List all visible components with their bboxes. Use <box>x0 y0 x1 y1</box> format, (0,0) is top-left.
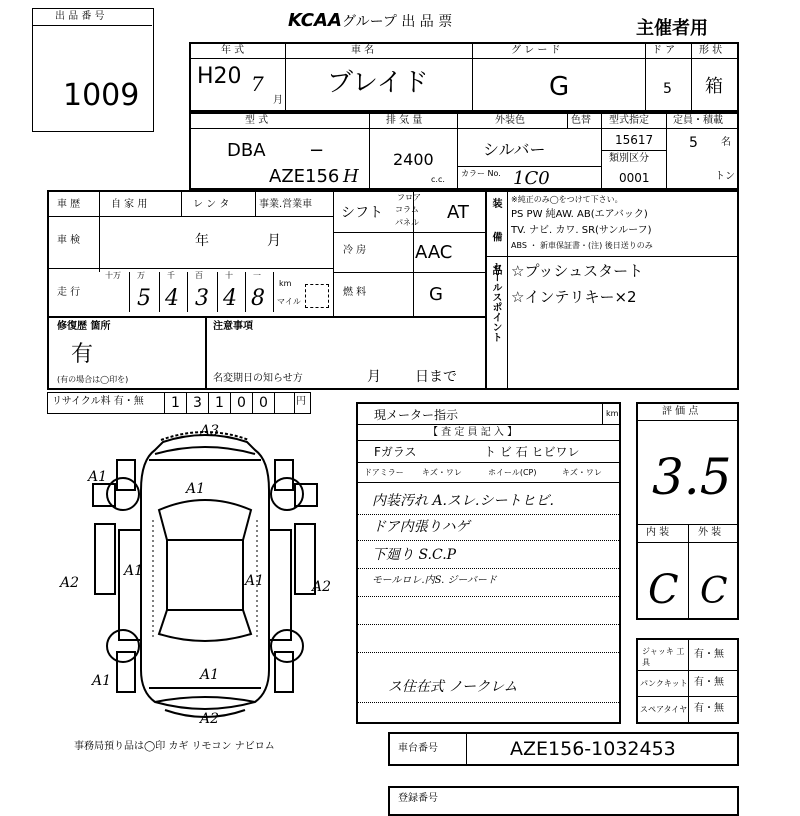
row2-box <box>189 112 739 190</box>
shift-column: コラム <box>395 205 419 214</box>
mileage-digit: 3 <box>195 286 209 311</box>
displacement-label: 排 気 量 <box>386 115 423 126</box>
recycle-digit: 0 <box>237 395 246 411</box>
jack-option: 有・無 <box>694 649 724 660</box>
inspection-month: 月 <box>267 233 281 249</box>
equipment-note: ※純正のみ◯をつけて下さい。 <box>511 195 623 204</box>
digit-header: 一 <box>253 271 261 280</box>
history-business: 事業.営業車 <box>259 199 313 210</box>
sale-point-item: ☆インテリキー×2 <box>511 288 637 306</box>
caution-label: 注意事項 <box>213 321 253 332</box>
history-label: 車 歴 <box>57 199 81 210</box>
recycle-label: リサイクル料 有・無 <box>52 396 144 407</box>
lot-number-label: 出 品 番 号 <box>55 11 105 22</box>
organizer-label: 主催者用 <box>636 18 708 39</box>
model-label: 型 式 <box>245 115 269 126</box>
score-label: 評 価 点 <box>662 406 699 417</box>
rename-month: 月 <box>367 369 381 385</box>
damage-mark: A1 <box>245 573 265 589</box>
spare-option: 有・無 <box>694 703 724 714</box>
damage-mark: A1 <box>88 469 108 485</box>
registration-box <box>388 786 739 816</box>
damage-mark: A2 <box>200 711 220 727</box>
rename-label: 名変期日の知らせ方 <box>213 373 303 384</box>
car-name: ブレイド <box>327 68 429 98</box>
model-prefix: DBA <box>227 140 266 161</box>
inspector-box <box>356 402 621 724</box>
doors-label: ド ア <box>652 45 676 56</box>
displacement: 2400 <box>393 150 434 169</box>
recycle-digit: 1 <box>171 395 180 411</box>
details-box <box>47 190 739 390</box>
fglass-options: ト ビ 石 ヒビワレ <box>484 445 580 459</box>
brand-logo: KCAA <box>288 10 342 31</box>
color-name: シルバー <box>483 140 546 159</box>
inspector-note: ス住在式 ノークレム <box>388 679 518 695</box>
model-dash: − <box>309 140 325 161</box>
damage-mark: A2 <box>60 575 80 591</box>
wheel-options: キズ・ワレ <box>562 468 602 477</box>
repair-note: (有の場合は◯印を) <box>57 375 129 384</box>
registration-label: 登録番号 <box>398 793 438 804</box>
capacity-label: 定員・積載 <box>673 115 723 126</box>
model-code: AZE156 <box>269 166 340 187</box>
class-label: 類別区分 <box>609 153 649 164</box>
score-value: 3.5 <box>652 448 732 506</box>
lot-number: 1009 <box>63 78 140 113</box>
mirror-label: ドアミラー <box>364 468 404 477</box>
recycle-digit: 1 <box>215 395 224 411</box>
km-unit: km <box>279 279 292 288</box>
ton-unit: トン <box>715 171 735 182</box>
model-suffix: H <box>343 166 359 187</box>
office-items: 事務局預り品は◯印 カギ リモコン ナビロム <box>74 741 275 752</box>
type-spec-label: 型式指定 <box>609 115 649 126</box>
car-name-label: 車 名 <box>351 45 375 56</box>
chassis-box <box>388 732 739 766</box>
mileage-digits <box>101 270 333 316</box>
mile-unit: マイル <box>277 297 301 306</box>
color-change-label: 色替 <box>571 115 591 126</box>
capacity-unit: 名 <box>721 137 731 148</box>
lot-number-box <box>32 8 154 132</box>
recycle-digit: 0 <box>259 395 268 411</box>
chassis-number: AZE156-1032453 <box>510 738 676 760</box>
interior-label: 内 装 <box>646 527 670 538</box>
inspector-note: 内装汚れ A.スレ.シートヒビ. <box>372 493 554 509</box>
shift-label: シフト <box>341 205 383 221</box>
ac-label: 冷 房 <box>343 245 367 256</box>
shift-value: AT <box>447 202 469 223</box>
damage-mark: A1 <box>200 667 220 683</box>
year-month: 7 <box>251 72 264 96</box>
mileage-digit: 4 <box>223 286 237 311</box>
meter-label: 現メーター指示 <box>374 408 459 422</box>
color-label: 外装色 <box>495 115 525 126</box>
damage-mark: A2 <box>312 579 332 595</box>
digit-header: 百 <box>195 271 203 280</box>
color-code: 1C0 <box>513 168 550 189</box>
sale-point-item: ☆プッシュスタート <box>511 262 644 280</box>
class-no: 0001 <box>619 171 650 185</box>
inspection-year: 年 <box>195 233 209 249</box>
shift-floor: フロア <box>397 193 421 202</box>
year-label: 年 式 <box>221 45 245 56</box>
equipment-label: 装 備 品 <box>490 198 501 285</box>
mirror-options: キズ・ワレ <box>422 468 462 477</box>
inspector-note: 下廻り S.C.P <box>372 547 457 563</box>
chassis-label: 車台番号 <box>398 743 438 754</box>
year-era: H20 <box>197 64 242 89</box>
equipment-line1: PS PW 純AW. AB(エアバック) <box>511 209 648 220</box>
inspector-note: モールロレ.内S. ジーバード <box>372 575 497 586</box>
equipment-line2: TV. ナビ. カワ. SR(サンルーフ) <box>511 225 652 236</box>
inspector-title: 【 査 定 員 記 入 】 <box>428 427 518 438</box>
mileage-digit: 5 <box>137 286 151 311</box>
recycle-digit: 3 <box>193 395 202 411</box>
row1-box <box>189 42 739 112</box>
color-code-label: カラー No. <box>461 169 501 178</box>
inspector-note: ドア内張りハゲ <box>372 519 470 535</box>
meter-km: km <box>606 409 619 418</box>
grade-label: グ レ ー ド <box>511 45 561 56</box>
header-title: グループ 出 品 票 <box>342 14 453 30</box>
history-private: 自 家 用 <box>111 199 148 210</box>
tools-box <box>636 638 739 724</box>
fglass-label: Fガラス <box>374 445 417 459</box>
shift-panel: パネル <box>395 218 419 227</box>
recycle-box <box>47 392 311 414</box>
fuel-label: 燃 料 <box>343 287 367 298</box>
body-label: 形 状 <box>699 45 723 56</box>
damage-mark: A1 <box>186 481 206 497</box>
spare-label: スペアタイヤ <box>640 705 688 714</box>
digit-header: 千 <box>167 271 175 280</box>
yen-unit: 円 <box>296 396 306 407</box>
exterior-label: 外 装 <box>698 527 722 538</box>
puncture-label: パンクキット <box>640 679 688 688</box>
digit-header: 十 <box>225 271 233 280</box>
sale-points-label: セールスポイント <box>490 262 501 342</box>
history-rental: レ ン タ <box>193 199 230 210</box>
digit-header: 万 <box>137 271 145 280</box>
damage-mark: A1 <box>92 673 112 689</box>
type-spec: 15617 <box>615 133 654 147</box>
grade: G <box>549 72 570 102</box>
fuel-value: G <box>429 284 443 305</box>
puncture-option: 有・無 <box>694 677 724 688</box>
mileage-label: 走 行 <box>57 287 81 298</box>
exterior-score: C <box>700 571 728 612</box>
wheel-label: ホイール(CP) <box>488 468 537 477</box>
score-box <box>636 402 739 620</box>
inspection-label: 車 検 <box>57 235 81 246</box>
repair-value: 有 <box>71 342 94 367</box>
rename-day: 日まで <box>415 369 457 385</box>
interior-score: C <box>648 567 679 613</box>
ac-value: AAC <box>415 242 453 263</box>
doors: 5 <box>663 81 672 97</box>
repair-label: 修復歴 箇所 <box>57 321 111 332</box>
jack-label: ジャッキ 工 具 <box>642 647 685 667</box>
cc-unit: c.c. <box>431 175 445 184</box>
mileage-digit: 8 <box>251 286 265 311</box>
body-type: 箱 <box>705 76 723 97</box>
capacity: 5 <box>689 135 698 151</box>
damage-mark: A1 <box>124 563 144 579</box>
mile-checkbox <box>305 284 329 308</box>
damage-mark: A3 <box>200 423 220 439</box>
equipment-line3: ABS ・ 新車保証書・(注) 後日送りのみ <box>511 241 653 250</box>
month-unit: 月 <box>273 95 283 106</box>
header <box>256 10 736 40</box>
digit-header: 十万 <box>105 271 121 280</box>
mileage-digit: 4 <box>165 286 179 311</box>
